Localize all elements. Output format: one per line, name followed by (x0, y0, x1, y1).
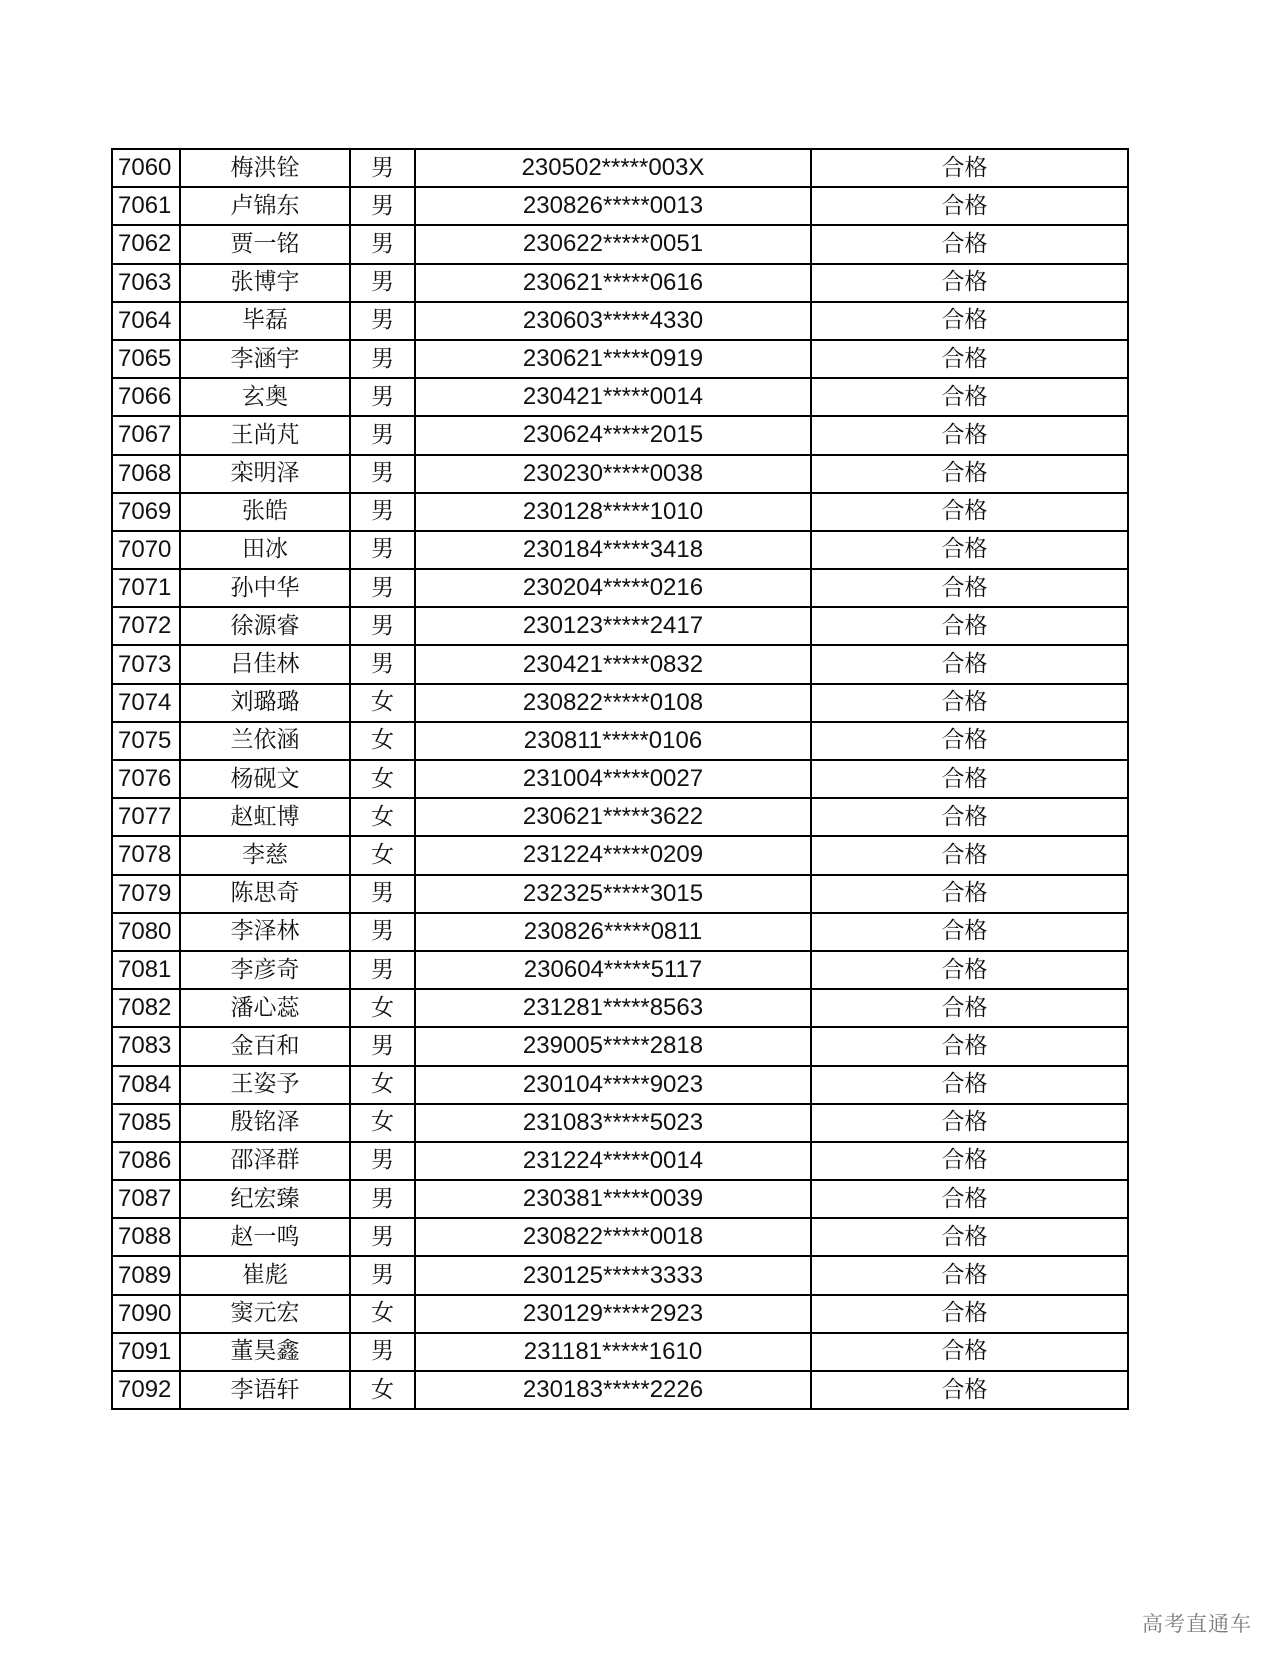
table-row (112, 302, 1128, 340)
name-cell: 梅洪铨 (180, 149, 350, 187)
result-status-cell: 合格 (811, 1218, 1128, 1256)
gender-cell: 男 (350, 493, 415, 531)
gender-cell: 男 (350, 416, 415, 454)
exam-number-cell: 7091 (112, 1333, 180, 1371)
result-status-cell: 合格 (811, 1256, 1128, 1294)
exam-number-cell: 7090 (112, 1295, 180, 1333)
table-row (112, 1218, 1128, 1256)
table-row (112, 913, 1128, 951)
id-number-cell: 230603*****4330 (415, 302, 811, 340)
result-status-cell: 合格 (811, 1066, 1128, 1104)
gender-cell: 男 (350, 378, 415, 416)
exam-number-cell: 7081 (112, 951, 180, 989)
gender-cell: 男 (350, 531, 415, 569)
table-row (112, 1066, 1128, 1104)
table-row (112, 1295, 1128, 1333)
table-row (112, 722, 1128, 760)
name-cell: 李泽林 (180, 913, 350, 951)
table-row (112, 416, 1128, 454)
name-cell: 玄奥 (180, 378, 350, 416)
table-row (112, 607, 1128, 645)
gender-cell: 男 (350, 1256, 415, 1294)
id-number-cell: 230822*****0018 (415, 1218, 811, 1256)
result-status-cell: 合格 (811, 607, 1128, 645)
exam-number-cell: 7061 (112, 187, 180, 225)
gender-cell: 男 (350, 340, 415, 378)
exam-number-cell: 7084 (112, 1066, 180, 1104)
exam-number-cell: 7076 (112, 760, 180, 798)
exam-number-cell: 7087 (112, 1180, 180, 1218)
id-number-cell: 239005*****2818 (415, 1027, 811, 1065)
name-cell: 贾一铭 (180, 225, 350, 263)
roster-table (111, 148, 1129, 1410)
gender-cell: 女 (350, 760, 415, 798)
id-number-cell: 230125*****3333 (415, 1256, 811, 1294)
exam-number-cell: 7077 (112, 798, 180, 836)
gender-cell: 男 (350, 913, 415, 951)
result-status-cell: 合格 (811, 340, 1128, 378)
result-status-cell: 合格 (811, 225, 1128, 263)
id-number-cell: 230502*****003X (415, 149, 811, 187)
exam-number-cell: 7072 (112, 607, 180, 645)
result-status-cell: 合格 (811, 378, 1128, 416)
result-status-cell: 合格 (811, 531, 1128, 569)
result-status-cell: 合格 (811, 1371, 1128, 1409)
table-row (112, 989, 1128, 1027)
result-status-cell: 合格 (811, 1104, 1128, 1142)
gender-cell: 男 (350, 875, 415, 913)
result-status-cell: 合格 (811, 416, 1128, 454)
name-cell: 陈思奇 (180, 875, 350, 913)
name-cell: 董昊鑫 (180, 1333, 350, 1371)
id-number-cell: 231181*****1610 (415, 1333, 811, 1371)
table-row (112, 225, 1128, 263)
name-cell: 邵泽群 (180, 1142, 350, 1180)
table-row (112, 455, 1128, 493)
name-cell: 刘璐璐 (180, 684, 350, 722)
id-number-cell: 232325*****3015 (415, 875, 811, 913)
table-row (112, 1180, 1128, 1218)
exam-number-cell: 7079 (112, 875, 180, 913)
name-cell: 王尚芃 (180, 416, 350, 454)
exam-number-cell: 7082 (112, 989, 180, 1027)
gender-cell: 男 (350, 149, 415, 187)
name-cell: 崔彪 (180, 1256, 350, 1294)
table-row (112, 1371, 1128, 1409)
id-number-cell: 230129*****2923 (415, 1295, 811, 1333)
gender-cell: 男 (350, 187, 415, 225)
gender-cell: 男 (350, 225, 415, 263)
exam-number-cell: 7080 (112, 913, 180, 951)
exam-number-cell: 7092 (112, 1371, 180, 1409)
gender-cell: 女 (350, 836, 415, 874)
result-status-cell: 合格 (811, 493, 1128, 531)
gender-cell: 女 (350, 989, 415, 1027)
id-number-cell: 230184*****3418 (415, 531, 811, 569)
table-row (112, 493, 1128, 531)
gender-cell: 女 (350, 1066, 415, 1104)
name-cell: 徐源睿 (180, 607, 350, 645)
gender-cell: 男 (350, 455, 415, 493)
gender-cell: 男 (350, 569, 415, 607)
name-cell: 吕佳林 (180, 645, 350, 683)
id-number-cell: 231004*****0027 (415, 760, 811, 798)
exam-number-cell: 7068 (112, 455, 180, 493)
gender-cell: 女 (350, 1371, 415, 1409)
exam-number-cell: 7063 (112, 264, 180, 302)
exam-number-cell: 7078 (112, 836, 180, 874)
result-status-cell: 合格 (811, 569, 1128, 607)
id-number-cell: 230624*****2015 (415, 416, 811, 454)
name-cell: 金百和 (180, 1027, 350, 1065)
id-number-cell: 230421*****0014 (415, 378, 811, 416)
id-number-cell: 230230*****0038 (415, 455, 811, 493)
table-row (112, 531, 1128, 569)
exam-number-cell: 7060 (112, 149, 180, 187)
exam-number-cell: 7069 (112, 493, 180, 531)
exam-number-cell: 7075 (112, 722, 180, 760)
name-cell: 田冰 (180, 531, 350, 569)
table-row (112, 645, 1128, 683)
gender-cell: 女 (350, 1295, 415, 1333)
id-number-cell: 230204*****0216 (415, 569, 811, 607)
result-status-cell: 合格 (811, 302, 1128, 340)
name-cell: 杨砚文 (180, 760, 350, 798)
id-number-cell: 230123*****2417 (415, 607, 811, 645)
id-number-cell: 230621*****0616 (415, 264, 811, 302)
name-cell: 殷铭泽 (180, 1104, 350, 1142)
result-status-cell: 合格 (811, 760, 1128, 798)
result-status-cell: 合格 (811, 951, 1128, 989)
name-cell: 纪宏臻 (180, 1180, 350, 1218)
result-status-cell: 合格 (811, 875, 1128, 913)
result-status-cell: 合格 (811, 836, 1128, 874)
id-number-cell: 230381*****0039 (415, 1180, 811, 1218)
id-number-cell: 230421*****0832 (415, 645, 811, 683)
name-cell: 赵虹博 (180, 798, 350, 836)
gender-cell: 男 (350, 1180, 415, 1218)
gender-cell: 男 (350, 1142, 415, 1180)
result-status-cell: 合格 (811, 1027, 1128, 1065)
id-number-cell: 230826*****0811 (415, 913, 811, 951)
exam-number-cell: 7064 (112, 302, 180, 340)
name-cell: 李慈 (180, 836, 350, 874)
id-number-cell: 231281*****8563 (415, 989, 811, 1027)
id-number-cell: 230104*****9023 (415, 1066, 811, 1104)
gender-cell: 男 (350, 1333, 415, 1371)
gender-cell: 男 (350, 1027, 415, 1065)
exam-number-cell: 7089 (112, 1256, 180, 1294)
result-status-cell: 合格 (811, 684, 1128, 722)
exam-number-cell: 7086 (112, 1142, 180, 1180)
table-row (112, 836, 1128, 874)
gender-cell: 女 (350, 798, 415, 836)
name-cell: 兰依涵 (180, 722, 350, 760)
name-cell: 潘心蕊 (180, 989, 350, 1027)
exam-number-cell: 7074 (112, 684, 180, 722)
exam-number-cell: 7083 (112, 1027, 180, 1065)
table-row (112, 149, 1128, 187)
table-row (112, 875, 1128, 913)
id-number-cell: 230811*****0106 (415, 722, 811, 760)
exam-number-cell: 7066 (112, 378, 180, 416)
name-cell: 栾明泽 (180, 455, 350, 493)
name-cell: 王姿予 (180, 1066, 350, 1104)
table-row (112, 1142, 1128, 1180)
watermark-text: 高考直通车 (1142, 1612, 1252, 1636)
result-status-cell: 合格 (811, 187, 1128, 225)
id-number-cell: 230128*****1010 (415, 493, 811, 531)
result-status-cell: 合格 (811, 722, 1128, 760)
name-cell: 卢锦东 (180, 187, 350, 225)
table-row (112, 1256, 1128, 1294)
exam-number-cell: 7067 (112, 416, 180, 454)
table-row (112, 1333, 1128, 1371)
result-status-cell: 合格 (811, 1142, 1128, 1180)
id-number-cell: 231083*****5023 (415, 1104, 811, 1142)
exam-number-cell: 7088 (112, 1218, 180, 1256)
gender-cell: 女 (350, 1104, 415, 1142)
id-number-cell: 230183*****2226 (415, 1371, 811, 1409)
name-cell: 李语轩 (180, 1371, 350, 1409)
exam-number-cell: 7070 (112, 531, 180, 569)
name-cell: 李涵宇 (180, 340, 350, 378)
table-row (112, 378, 1128, 416)
result-status-cell: 合格 (811, 913, 1128, 951)
result-status-cell: 合格 (811, 149, 1128, 187)
table-row (112, 684, 1128, 722)
result-status-cell: 合格 (811, 455, 1128, 493)
table-row (112, 187, 1128, 225)
name-cell: 孙中华 (180, 569, 350, 607)
name-cell: 毕磊 (180, 302, 350, 340)
id-number-cell: 230621*****3622 (415, 798, 811, 836)
table-row (112, 1027, 1128, 1065)
id-number-cell: 230822*****0108 (415, 684, 811, 722)
roster-body (112, 149, 1128, 1409)
gender-cell: 男 (350, 1218, 415, 1256)
id-number-cell: 230826*****0013 (415, 187, 811, 225)
exam-number-cell: 7085 (112, 1104, 180, 1142)
gender-cell: 男 (350, 645, 415, 683)
table-row (112, 798, 1128, 836)
result-status-cell: 合格 (811, 1295, 1128, 1333)
name-cell: 李彦奇 (180, 951, 350, 989)
name-cell: 张皓 (180, 493, 350, 531)
id-number-cell: 230604*****5117 (415, 951, 811, 989)
name-cell: 赵一鸣 (180, 1218, 350, 1256)
result-status-cell: 合格 (811, 989, 1128, 1027)
result-status-cell: 合格 (811, 264, 1128, 302)
table-row (112, 569, 1128, 607)
name-cell: 张博宇 (180, 264, 350, 302)
gender-cell: 男 (350, 951, 415, 989)
table-row (112, 760, 1128, 798)
gender-cell: 女 (350, 722, 415, 760)
name-cell: 窦元宏 (180, 1295, 350, 1333)
result-status-cell: 合格 (811, 1180, 1128, 1218)
exam-number-cell: 7062 (112, 225, 180, 263)
table-row (112, 1104, 1128, 1142)
table-row (112, 264, 1128, 302)
id-number-cell: 230622*****0051 (415, 225, 811, 263)
exam-number-cell: 7065 (112, 340, 180, 378)
result-status-cell: 合格 (811, 1333, 1128, 1371)
exam-number-cell: 7071 (112, 569, 180, 607)
id-number-cell: 231224*****0014 (415, 1142, 811, 1180)
table-row (112, 951, 1128, 989)
gender-cell: 女 (350, 684, 415, 722)
table-row (112, 340, 1128, 378)
exam-number-cell: 7073 (112, 645, 180, 683)
id-number-cell: 231224*****0209 (415, 836, 811, 874)
result-status-cell: 合格 (811, 645, 1128, 683)
gender-cell: 男 (350, 302, 415, 340)
gender-cell: 男 (350, 264, 415, 302)
gender-cell: 男 (350, 607, 415, 645)
id-number-cell: 230621*****0919 (415, 340, 811, 378)
result-status-cell: 合格 (811, 798, 1128, 836)
